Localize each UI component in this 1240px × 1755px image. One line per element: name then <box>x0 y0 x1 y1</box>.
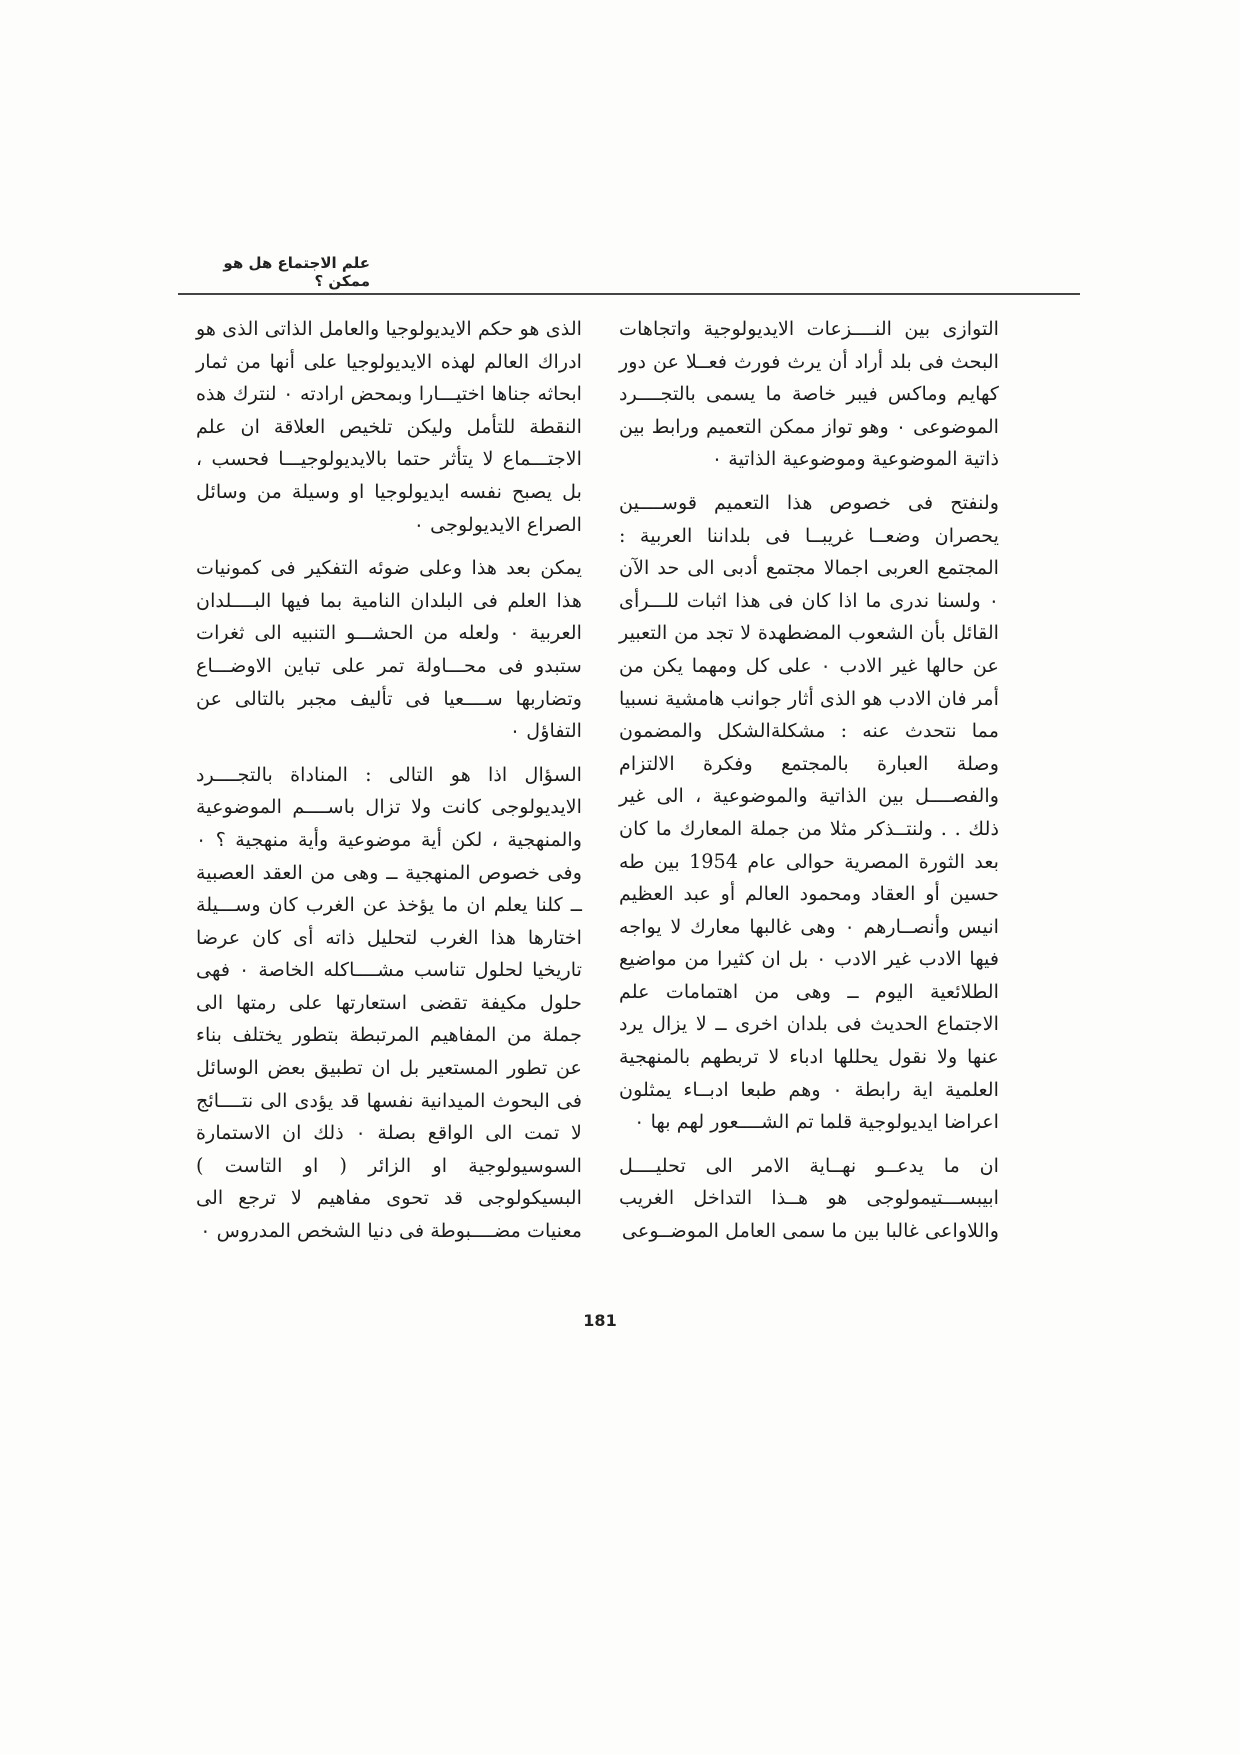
left-text-column <box>196 313 582 1259</box>
paragraph: يمكن بعد هذا وعلى ضوئه التفكير فى كمونيات هذا العلم فى البلدان النامية بما فيها البــــلدان العربية ٠ ولعله من الحشـــو التنبيه الى ثغرات ستبدو فى محـــاولة تمر على تباين الاوضـــاع وتضاربها ســــعيا فى تأليف مجبر بالتالى عن التفاؤل ٠ <box>196 556 582 743</box>
paragraph: السؤال اذا هو التالى : المناداة بالتجــــرد الايديولوجى كانت ولا تزال باســــم الموضوعية والمنهجية ، لكن أية موضوعية وأية منهجية ؟ ٠ وفى خصوص المنهجية ــ وهى من العقد العصبية ــ كلنا يعلم ان ما يؤخذ عن الغرب كان وســـيلة اختارها هذا الغرب لتحليل ذاته أى كان عرضا تاريخيا لحلول تناسب مشــــاكله الخاصة ٠ فهى حلول مكيفة تقضى استعارتها على رمتها الى جملة من المفاهيم المرتبطة بتطور يختلف بناء عن تطور المستعير بل ان تطبيق بعض الوسائل فى البحوث الميدانية نفسها قد يؤدى الى نتــــائج لا تمت الى الواقع بصلة ٠ ذلك ان الاستمارة السوسيولوجية او الزائر ( او التاست ) البسيكولوجى قد تحوى مفاهيم لا ترجع الى معنيات مضــــبوطة فى دنيا الشخص المدروس ٠ <box>196 762 582 1243</box>
paragraph: الذى هو حكم الايديولوجيا والعامل الذاتى الذى هو ادراك العالم لهذه الايديولوجيا على أنها من ثمار ابحاثه جناها اختيـــارا وبمحض ارادته ٠ لنترك هذه النقطة للتأمل وليكن تلخيص العلاقة ان علم الاجتـــماع لا يتأثر حتما بالايديولوجيـــا فحسب ، بل يصبح نفسه ايديولوجيا او وسيلة من وسائل الصراع الايديولوجى ٠ <box>196 317 582 536</box>
page-number: 181 <box>583 1311 617 1330</box>
paragraph: ان ما يدعــو نهــاية الامر الى تحليــــل ابيبســـتيمولوجى هو هــذا التداخل الغريب واللاواعى غالبا بين ما سمى العامل الموضــوعى <box>619 1153 999 1243</box>
header-rule <box>178 293 1080 295</box>
right-text-column <box>619 313 999 1259</box>
paragraph: التوازى بين النــــزعات الايديولوجية واتجاهات البحث فى بلد أراد أن يرث فورث فعــلا عن دور كهايم وماكس فيبر خاصة ما يسمى بالتجــــرد الموضوعى ٠ وهو تواز ممكن التعميم ورابط بين ذاتية الموضوعية وموضوعية الذاتية ٠ <box>619 317 999 471</box>
running-head: علم الاجتماع هل هو ممكن ؟ <box>223 254 370 290</box>
paragraph: ولنفتح فى خصوص هذا التعميم قوســــين يحصران وضعــا غريبــا فى بلداننا العربية : المجتمع العربى اجمالا مجتمع أدبى الى حد الآن ٠ ولسنا ندرى ما اذا كان فى هذا اثبات للـــرأى القائل بأن الشعوب المضطهدة لا تجد من التعبير عن حالها غير الادب ٠ على كل ومهما يكن من أمر فان الادب هو الذى أثار جوانب هامشية نسبيا مما نتحدث عنه : مشكلةالشكل والمضمون وصلة العبارة بالمجتمع وفكرة الالتزام والفصــــل بين الذاتية والموضوعية ، الى غير ذلك . . ولنتــذكر مثلا من جملة المعارك ما كان بعد الثورة المصرية حوالى عام 1954 بين طه حسين أو العقاد ومحمود العالم أو عبد العظيم انيس وأنصــارهم ٠ وهى غالبها معارك لا يواجه فيها الادب غير الادب ٠ بل ان كثيرا من مواضيع الطلائعية اليوم ــ وهى من اهتمامات علم الاجتماع الحديث فى بلدان اخرى ــ لا يزال يرد عنها ولا نقول يحللها ادباء لا تربطهم بالمنهجية العلمية اية رابطة ٠ وهم طبعا ادبــاء يمثلون اعراضا ايديولوجية قلما تم الشــــعور لهم بها ٠ <box>619 490 999 1134</box>
